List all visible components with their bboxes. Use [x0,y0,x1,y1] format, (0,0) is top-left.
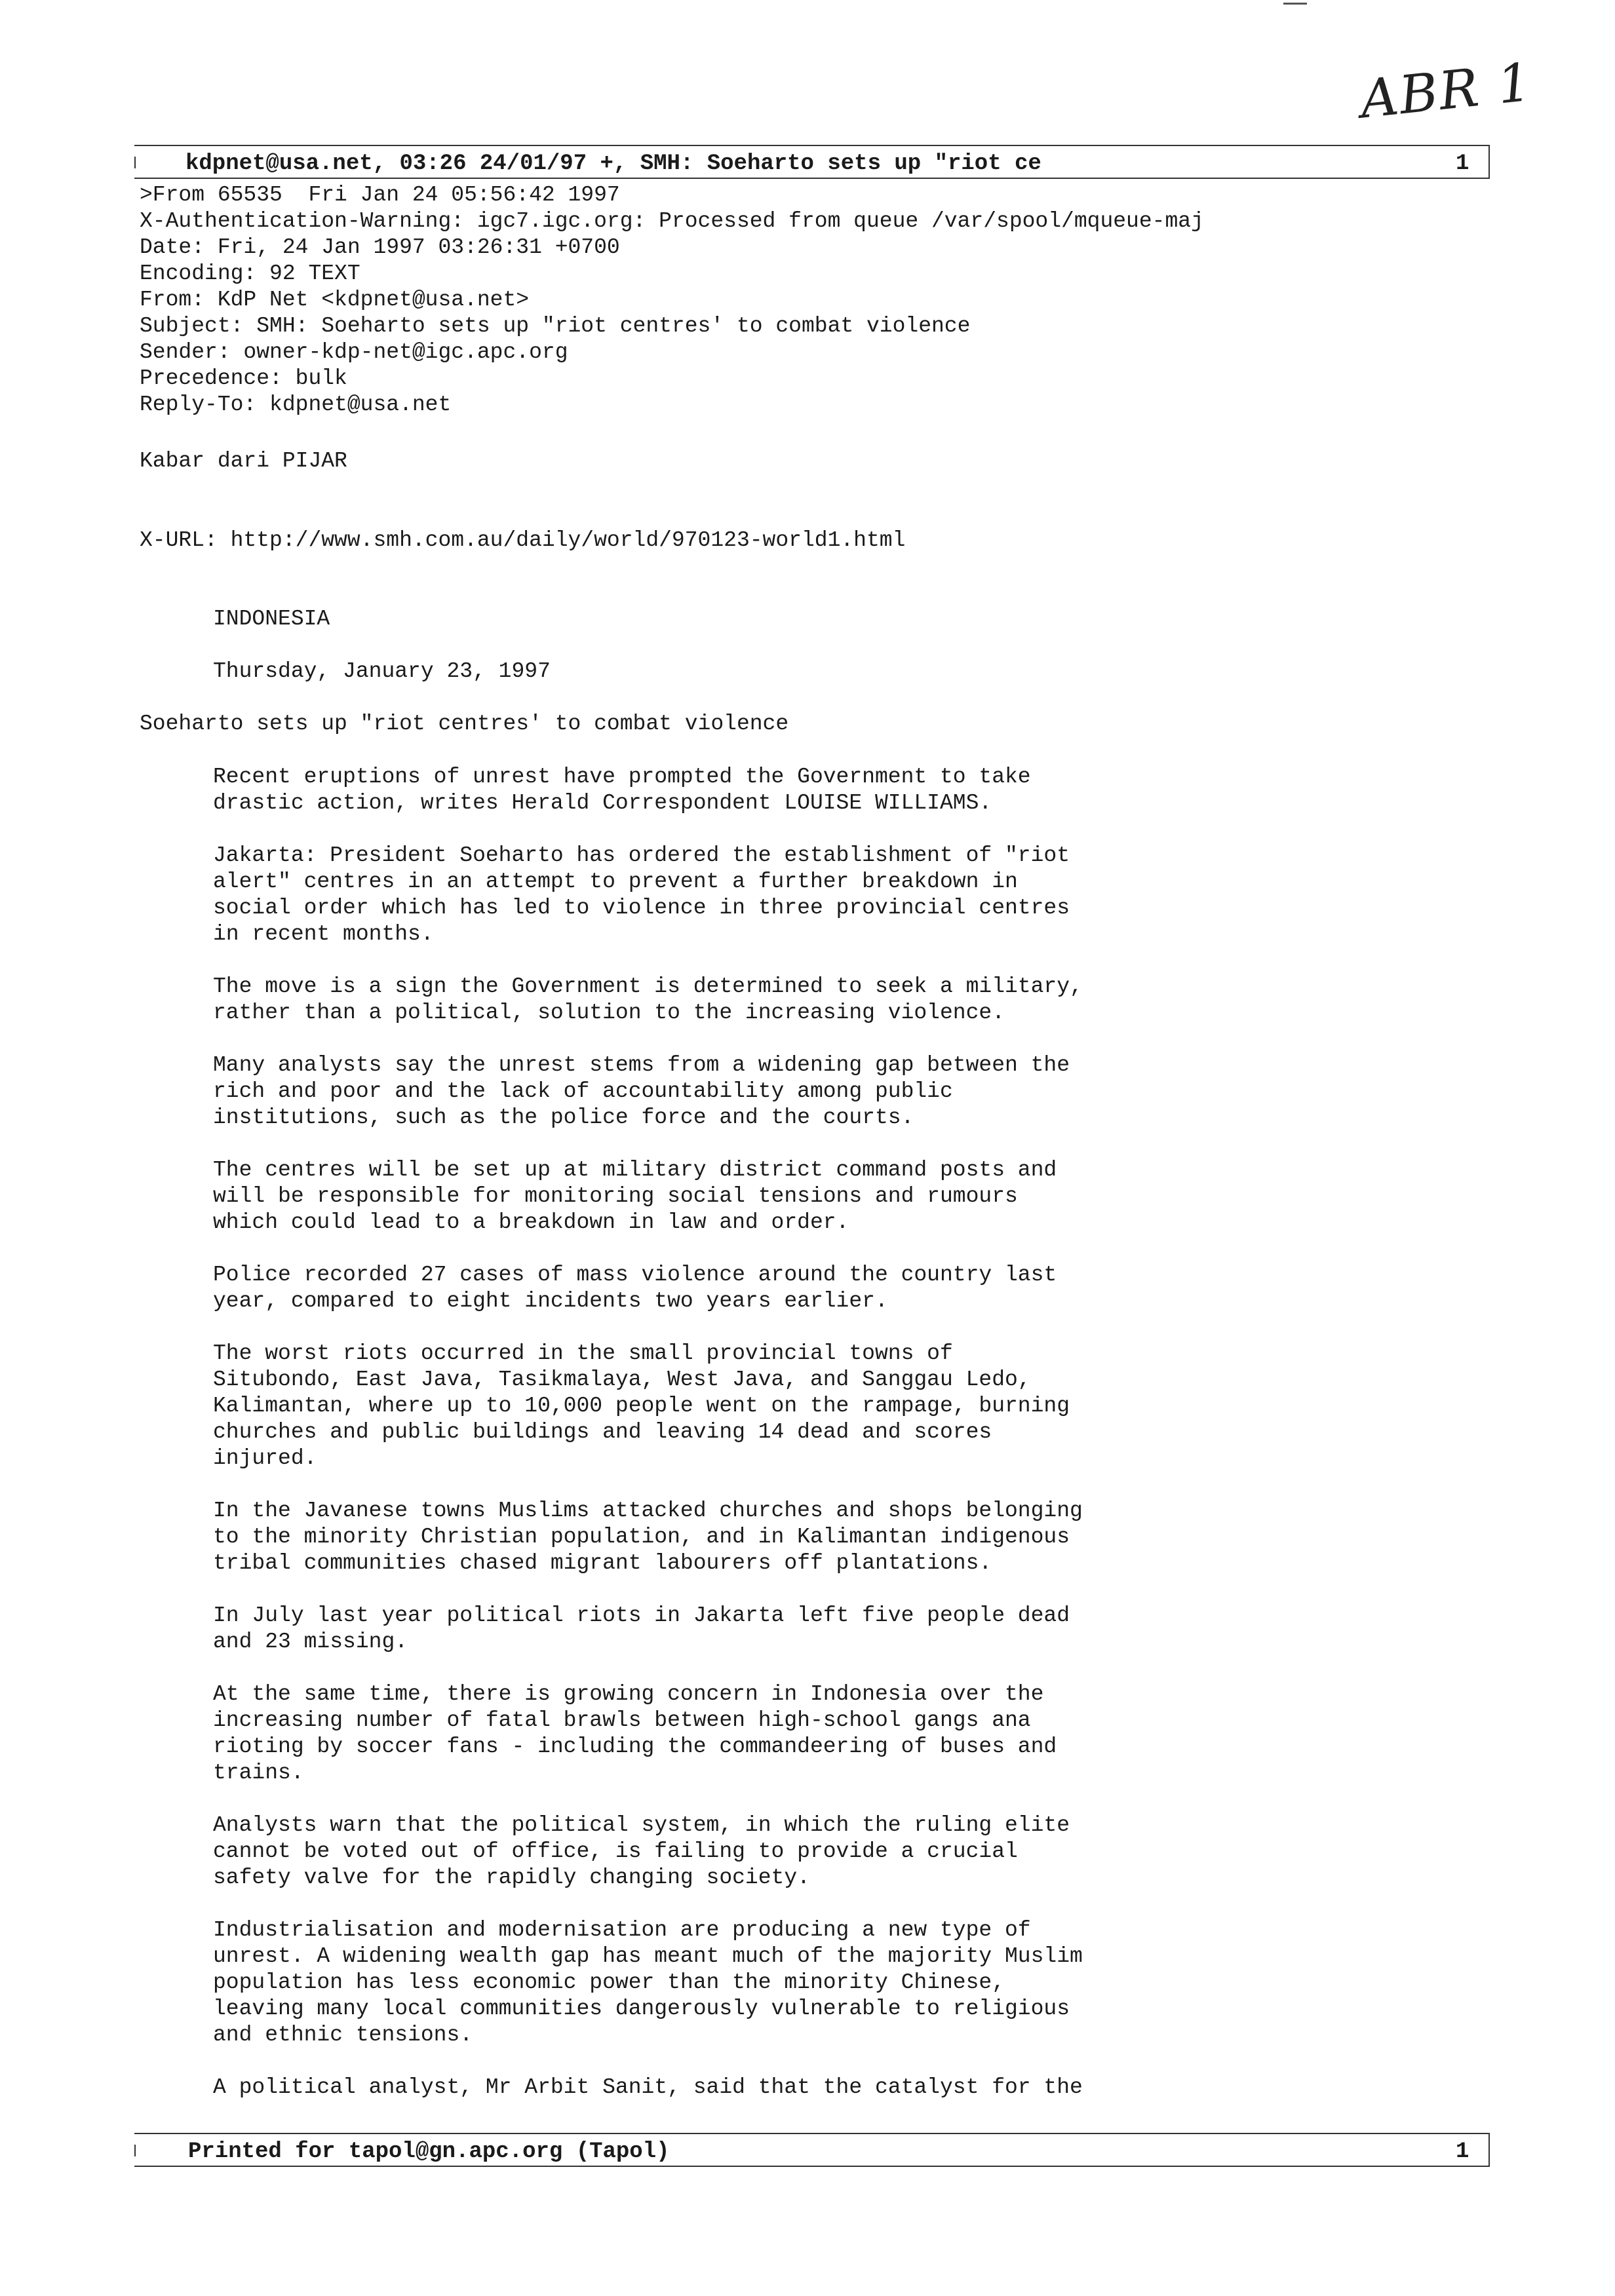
paragraph-line: year, compared to eight incidents two years earlier. [213,1289,888,1313]
handwritten-annotation: ABR 1 [1357,51,1536,130]
x-url-line: X-URL: http://www.smh.com.au/daily/world/970123-world1.html [140,528,906,552]
footer-bar [134,2133,1490,2167]
footer-printed-for: Printed for tapol@gn.apc.org (Tapol) [188,2139,670,2164]
paragraph-line: tribal communities chased migrant labourers off plantations. [213,1551,992,1575]
paragraph-line: Kalimantan, where up to 10,000 people went on the rampage, burning [213,1394,1070,1418]
scan-mark [1283,3,1307,5]
paragraph-line: leaving many local communities dangerously vulnerable to religious [213,1997,1070,2021]
paragraph-line: Police recorded 27 cases of mass violence around the country last [213,1263,1057,1287]
paragraph-line: increasing number of fatal brawls between high-school gangs ana [213,1708,1031,1732]
paragraph-line: rather than a political, solution to the increasing violence. [213,1001,1005,1025]
paragraph-line: trains. [213,1761,304,1785]
intro-line: Kabar dari PIJAR [140,449,347,473]
paragraph-line: social order which has led to violence in three provincial centres [213,896,1070,920]
paragraph-line: Analysts warn that the political system, in which the ruling elite [213,1813,1070,1837]
email-header-line: Subject: SMH: Soeharto sets up "riot centres' to combat violence [140,314,971,338]
email-header-line: Date: Fri, 24 Jan 1997 03:26:31 +0700 [140,235,620,259]
paragraph-line: Recent eruptions of unrest have prompted the Government to take [213,765,1031,789]
email-header-line: Precedence: bulk [140,366,347,391]
paragraph-line: to the minority Christian population, and in Kalimantan indigenous [213,1525,1070,1549]
article-date: Thursday, January 23, 1997 [213,659,551,683]
paragraph-line: rich and poor and the lack of accountability among public [213,1079,953,1103]
paragraph-line: The move is a sign the Government is determined to seek a military, [213,974,1083,999]
paragraph-line: A political analyst, Mr Arbit Sanit, said that the catalyst for the [213,2075,1083,2099]
paragraph-line: population has less economic power than the minority Chinese, [213,1970,1005,1995]
paragraph-line: will be responsible for monitoring social tensions and rumours [213,1184,1018,1208]
paragraph-line: churches and public buildings and leaving 14 dead and scores [213,1420,992,1444]
paragraph-line: injured. [213,1446,317,1470]
footer-page-number: 1 [1456,2139,1469,2164]
paragraph-line: and ethnic tensions. [213,2023,473,2047]
paragraph-line: Jakarta: President Soeharto has ordered the establishment of "riot [213,843,1070,868]
paragraph-line: in recent months. [213,922,434,946]
email-header-line: Reply-To: kdpnet@usa.net [140,392,452,417]
email-header-line: Encoding: 92 TEXT [140,261,360,286]
paragraph-line: cannot be voted out of office, is failing to provide a crucial [213,1839,1018,1864]
paragraph-line: In July last year political riots in Jakarta left five people dead [213,1603,1070,1628]
header-title: kdpnet@usa.net, 03:26 24/01/97 +, SMH: Soeharto sets up "riot ce [185,151,1041,176]
email-header-line: Sender: owner-kdp-net@igc.apc.org [140,340,568,364]
email-header-line: >From 65535 Fri Jan 24 05:56:42 1997 [140,183,620,207]
paragraph-line: institutions, such as the police force and the courts. [213,1105,914,1130]
paragraph-line: rioting by soccer fans - including the commandeering of buses and [213,1734,1057,1759]
section-label: INDONESIA [213,607,330,631]
paragraph-line: Industrialisation and modernisation are producing a new type of [213,1918,1031,1942]
paragraph-line: The centres will be set up at military district command posts and [213,1158,1057,1182]
article-headline: Soeharto sets up "riot centres' to combat violence [140,712,789,736]
paragraph-line: Many analysts say the unrest stems from a widening gap between the [213,1053,1070,1077]
paragraph-line: unrest. A widening wealth gap has meant much of the majority Muslim [213,1944,1083,1968]
header-page-number: 1 [1456,151,1469,176]
email-header-line: From: KdP Net <kdpnet@usa.net> [140,288,530,312]
email-header-line: X-Authentication-Warning: igc7.igc.org: Processed from queue /var/spool/mqueue-maj [140,209,1204,233]
paragraph-line: which could lead to a breakdown in law and order. [213,1210,849,1234]
paragraph-line: alert" centres in an attempt to prevent a further breakdown in [213,870,1018,894]
paragraph-line: Situbondo, East Java, Tasikmalaya, West Java, and Sanggau Ledo, [213,1368,1031,1392]
bar-tick [134,157,136,168]
paragraph-line: At the same time, there is growing concern in Indonesia over the [213,1682,1044,1706]
header-bar [134,145,1490,179]
paragraph-line: drastic action, writes Herald Correspondent LOUISE WILLIAMS. [213,791,992,815]
paragraph-line: The worst riots occurred in the small provincial towns of [213,1341,953,1366]
paragraph-line: In the Javanese towns Muslims attacked churches and shops belonging [213,1499,1083,1523]
paragraph-line: safety valve for the rapidly changing society. [213,1866,810,1890]
bar-tick [134,2145,136,2156]
paragraph-line: and 23 missing. [213,1630,408,1654]
